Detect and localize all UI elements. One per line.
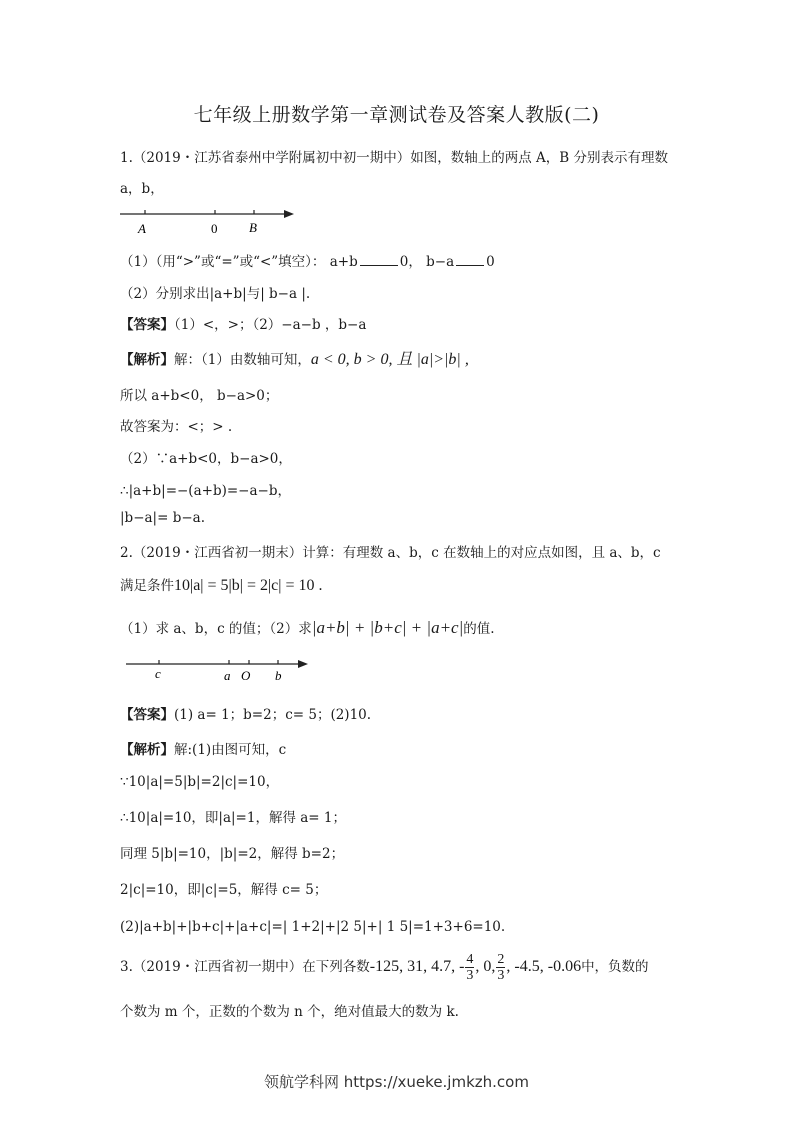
q1-analysis-4: （2）∵a+b<0，b−a>0， xyxy=(120,451,292,467)
q1-part2: （2）分别求出|a+b|与| b−a |. xyxy=(120,286,311,302)
q1-answer-text: （1）<，>；（2）−a−b ，b−a xyxy=(174,317,367,333)
q1-axis-label-b: B xyxy=(249,220,257,235)
q2-analysis-4: 同理 5|b|=10，|b|=2，解得 b=2； xyxy=(120,846,345,862)
q3-numbers-b: , 0, xyxy=(475,958,496,975)
q1-axis-label-0: 0 xyxy=(211,221,218,236)
q2-analysis-1 xyxy=(120,738,286,758)
q2-expression-math: |a+b| + |b+c| + |a+c| xyxy=(311,618,464,637)
q1-analysis-5: ∴|a+b|=−(a+b)=−a−b， xyxy=(120,483,291,499)
q2-axis-label-c: c xyxy=(155,666,161,681)
q3-fraction-1-num: 4 xyxy=(466,952,474,967)
q1-part1 xyxy=(120,250,495,270)
q1-blank-1 xyxy=(360,253,398,266)
q2-answer-text: (1) a= 1；b=2；c= 5；(2)10. xyxy=(174,707,372,723)
q1-analysis-1 xyxy=(120,346,469,369)
q2-axis-label-a: a xyxy=(224,668,231,683)
q2-analysis-5: 2|c|=10，即|c|=5，解得 c= 5； xyxy=(120,882,328,898)
q2-parts-text-b: 的值. xyxy=(463,621,495,637)
q2-analysis-6: (2)|a+b|+|b+c|+|a+c|=| 1+2|+|2 5|+| 1 5|=1+3+6=10. xyxy=(120,919,506,935)
q1-answer-tag: 【答案】 xyxy=(120,317,174,333)
q3-fraction-2-num: 2 xyxy=(497,952,505,967)
q2-answer xyxy=(120,703,371,723)
q2-parts-text-a: （1）求 a、b，c 的值；（2）求 xyxy=(120,621,312,637)
q2-parts xyxy=(120,617,495,638)
q2-condition-math: 10|a| = 5|b| = 2|c| = 10 . xyxy=(174,577,323,594)
q3-fraction-2-den: 3 xyxy=(497,968,505,983)
q3-stem-text-b: 中，负数的 xyxy=(581,959,649,975)
q3-stem-line2: 个数为 m 个，正数的个数为 n 个，绝对值最大的数为 k. xyxy=(120,1004,459,1020)
q1-number-line xyxy=(118,205,303,239)
q1-axis-label-a: A xyxy=(138,221,146,236)
q1-stem-line2: a，b， xyxy=(120,181,164,197)
q2-analysis-1-text: 解:(1)由图可知，c xyxy=(174,742,287,758)
q2-number-line xyxy=(124,656,319,686)
q3-fraction-2 xyxy=(496,952,505,983)
q3-stem-text-a: 3.（2019・江西省初一期中）在下列各数 xyxy=(120,959,370,975)
q3-stem-line1 xyxy=(120,952,649,983)
q1-analysis-3: 故答案为：<；> . xyxy=(120,419,233,435)
q1-part1-text-b: 0， b−a xyxy=(399,254,455,270)
q2-axis-label-o: O xyxy=(241,668,251,683)
q2-analysis-2: ∵10|a|=5|b|=2|c|=10， xyxy=(120,774,280,790)
q1-blank-2 xyxy=(456,253,484,266)
q2-stem-line2-text: 满足条件 xyxy=(120,578,174,594)
q2-answer-tag: 【答案】 xyxy=(120,707,174,723)
q1-analysis-1-math: a < 0, b > 0, 且 |a|>|b| , xyxy=(310,351,469,368)
q3-numbers-c: , -4.5, -0.06 xyxy=(506,958,582,975)
q1-analysis-2: 所以 a+b<0， b−a>0； xyxy=(120,388,279,404)
q1-analysis-6: |b−a|= b−a. xyxy=(120,510,205,526)
q3-fraction-1-den: 3 xyxy=(466,968,474,983)
q2-analysis-3: ∴10|a|=10，即|a|=1，解得 a= 1； xyxy=(120,810,346,826)
q1-analysis-1-text: 解：（1）由数轴可知， xyxy=(174,352,311,368)
q2-stem-line2 xyxy=(120,574,323,595)
q2-stem-line1: 2.（2019・江西省初一期末）计算：有理数 a、b，c 在数轴上的对应点如图，且 a、b，c xyxy=(120,545,661,561)
q1-stem-line1: 1.（2019・江苏省泰州中学附属初中初一期中）如图，数轴上的两点 A，B 分别表示有理数 xyxy=(120,150,668,166)
q1-answer xyxy=(120,313,366,333)
q1-part1-text-a: （1）（用“>”或“=”或“<”填空）： a+b xyxy=(120,254,358,270)
q3-numbers-a: -125, 31, 4.7, - xyxy=(369,958,465,975)
page-title: 七年级上册数学第一章测试卷及答案人教版(二) xyxy=(193,104,600,126)
q2-axis-label-b: b xyxy=(275,668,282,683)
page-footer: 领航学科网 https://xueke.jmkzh.com xyxy=(264,1073,529,1091)
q2-analysis-tag: 【解析】 xyxy=(120,742,174,758)
q3-fraction-1 xyxy=(465,952,474,983)
q1-part1-text-c: 0 xyxy=(486,254,495,270)
q1-analysis-tag: 【解析】 xyxy=(120,352,174,368)
